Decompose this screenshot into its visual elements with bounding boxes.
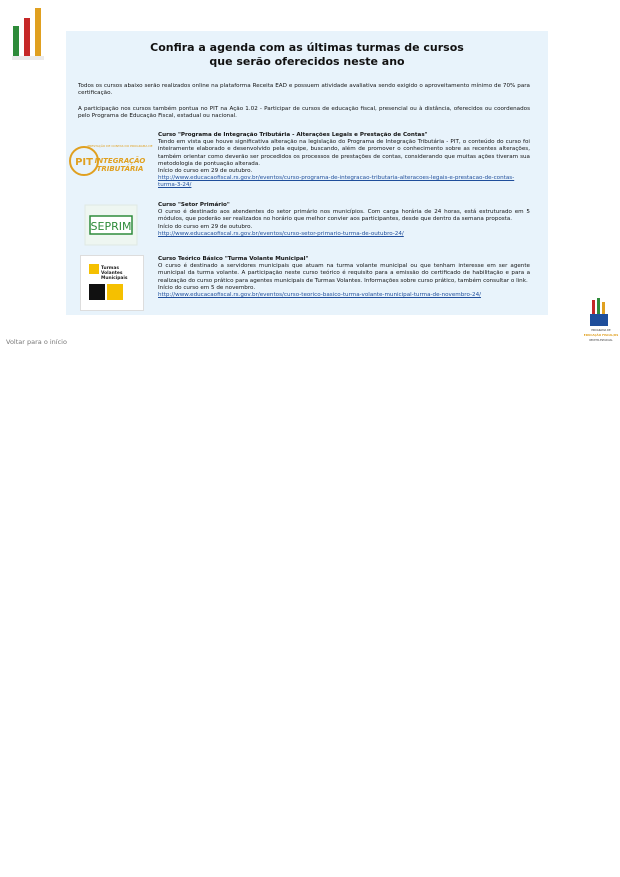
pit-logo-main-1: INTEGRAÇÃO [94, 157, 146, 165]
seprim-logo-text: SEPRIM [90, 220, 132, 233]
pit-logo [68, 139, 153, 179]
turmas-volantes-logo [80, 255, 144, 311]
course-start: Início do curso em 29 de outubro. [158, 168, 253, 175]
course-title: Curso Teórico Básico "Turma Volante Municipal" [158, 256, 309, 262]
course-description: O curso é destinado a servidores municipais que atuam na turma volante municipal ou que tenham interesse em ser agente municipal da turma volante. A participação neste curso teórico é requisito para a emissão do certificado de habilitação e para a realização do curso prático para agentes municipais de Turmas Volantes. Informações sobre curso prático, também consultar o link. [158, 263, 530, 284]
educacao-fiscal-logo [583, 296, 619, 348]
course-description: Tendo em vista que houve significativa alteração na legislação do Programa de Integração Tributária - PIT, o conteúdo do curso foi inteiramente elaborado e desenvolvido pela equipe, buscando, além de promover o conhecimento sobre as recentes alterações, também orientar como deverão ser procedidos os processos de prestações de contas, considerando que muitas ações tiveram sua metodologia de pontuação alterada. [158, 139, 530, 167]
title-line-2: que serão oferecidos neste ano [209, 55, 405, 68]
turmas-volantes-blocks-icon [81, 256, 143, 310]
pit-logo-mark: PIT [75, 157, 93, 168]
course-pit [158, 132, 530, 190]
back-to-top-link[interactable]: Voltar para o início [6, 338, 67, 346]
course-start: Início do curso em 5 de novembro. [158, 284, 256, 291]
course-setor-primario [158, 202, 530, 238]
right-logo-bottom-text: RECEITA ESTADUAL [589, 339, 613, 342]
right-logo-top-text: PROGRAMA DE [591, 329, 611, 332]
right-logo-mid-text: EDUCAÇÃO FISCAL/RS [583, 333, 619, 337]
title-line-1: Confira a agenda com as últimas turmas de cursos [150, 41, 464, 54]
bar-chart-logo-icon [12, 6, 48, 62]
intro-paragraph-2: A participação nos cursos também pontua no PIT na Ação 1.02 - Participar de cursos de educação fiscal, presencial ou à distância, oferecidos ou coordenados pelo Programa de Educação Fiscal, estadual ou nacional. [78, 106, 530, 120]
page-title [66, 41, 548, 69]
seprim-logo [82, 202, 140, 248]
course-description: O curso é destinado aos atendentes do setor primário nos municípios. Com carga horária de 24 horas, está estruturado em 5 módulos, que poderão ser realizados no horário que melhor convier aos participantes, desde que dentro da semana proposta. [158, 209, 530, 223]
course-link[interactable]: http://www.educacaofiscal.rs.gov.br/eventos/curso-setor-primario-turma-de-outubro-24/ [158, 230, 404, 237]
course-link[interactable]: http://www.educacaofiscal.rs.gov.br/eventos/curso-teorico-basico-turma-volante-municipal-turma-de-novembro-24/ [158, 292, 482, 299]
course-turma-volante [158, 256, 530, 299]
turmas-volantes-text: Turmas Volantes Municipais [101, 266, 128, 281]
course-title: Curso "Setor Primário" [158, 202, 230, 208]
intro-paragraph-1: Todos os cursos abaixo serão realizados online na plataforma Receita EAD e possuem atividade avaliativa sendo exigido o aproveitamento mínimo de 70% para certificação. [78, 83, 530, 97]
course-start: Início do curso em 29 de outubro. [158, 223, 253, 230]
course-agenda-panel [66, 31, 548, 315]
course-link[interactable]: http://www.educacaofiscal.rs.gov.br/eventos/curso-programa-de-integracao-tributaria-alteracoes-legais-e-prestacao-de-contas-turma-3-24/ [158, 175, 515, 189]
pit-logo-main-2: TRIBUTÁRIA [96, 165, 144, 173]
course-title: Curso "Programa de Integração Tributária - Alterações Legais e Prestação de Contas" [158, 132, 428, 138]
pit-logo-top-text: PRESTAÇÃO DE CONTAS DO PROGRAMA DE [87, 144, 153, 148]
